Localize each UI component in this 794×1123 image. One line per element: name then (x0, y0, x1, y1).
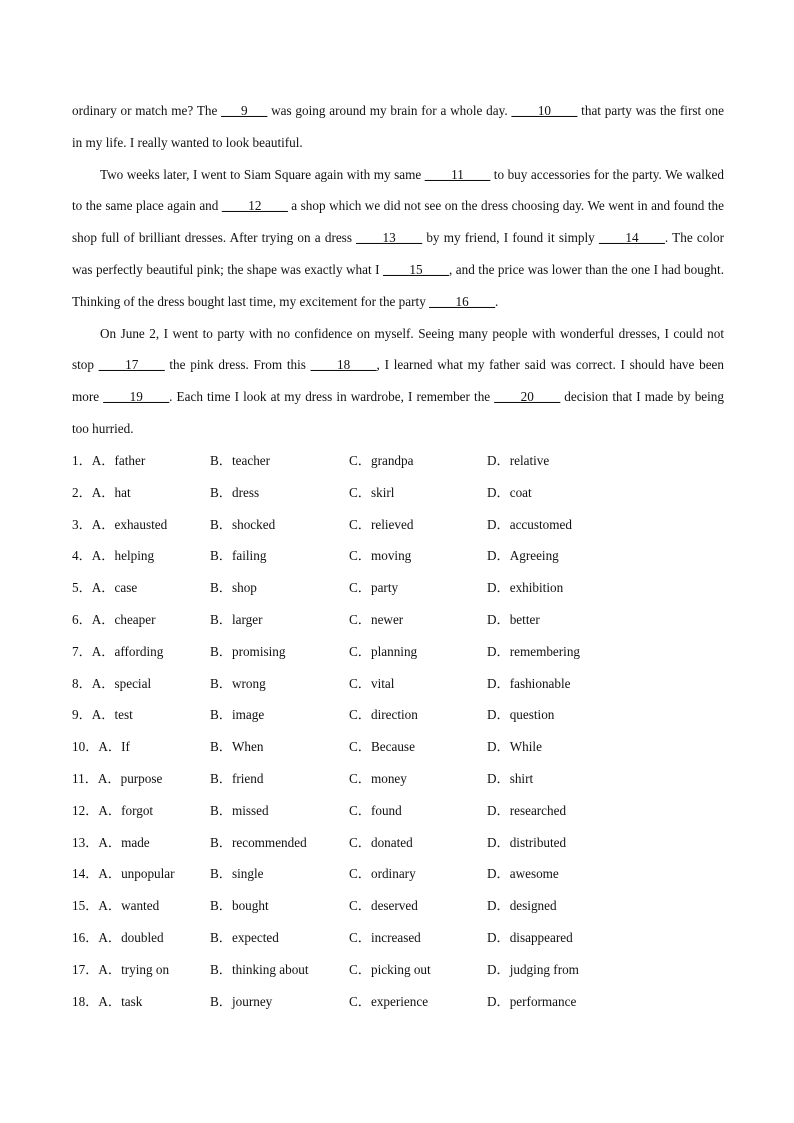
blank-14: ____14____ (598, 230, 665, 246)
option-b[interactable]: B．image (210, 707, 265, 723)
question-row (72, 540, 732, 572)
question-row (72, 477, 732, 509)
passage (72, 95, 724, 445)
option-c[interactable]: C．newer (349, 611, 404, 627)
question-row (72, 509, 732, 541)
option-d[interactable]: D．coat (487, 484, 532, 500)
blank-9: ___9___ (221, 103, 268, 118)
option-b[interactable]: B．single (210, 866, 264, 882)
question-row (72, 699, 732, 731)
question-row (72, 922, 732, 954)
option-d[interactable]: D．awesome (487, 866, 559, 882)
option-d[interactable]: D．accustomed (487, 516, 572, 532)
option-d[interactable]: D．While (487, 739, 542, 755)
option-a[interactable]: 7．A．affording (72, 643, 164, 659)
option-a[interactable]: 12．A．forgot (72, 802, 154, 818)
option-c[interactable]: C．deserved (349, 898, 418, 914)
option-b[interactable]: B．failing (210, 548, 267, 564)
option-a[interactable]: 2．A．hat (72, 484, 131, 500)
option-c[interactable]: C．ordinary (349, 866, 416, 882)
option-b[interactable]: B．missed (210, 802, 269, 818)
option-a[interactable]: 8．A．special (72, 675, 152, 691)
option-c[interactable]: C．party (349, 580, 399, 596)
option-a[interactable]: 9．A．test (72, 707, 133, 723)
paragraph-3: On June 2, I went to party with no confidence on myself. Seeing many people with wonderful dresses, I could not stop ____17____ the pink dress. From this ____18____, I learned what my father said was correct. I should have been more ____19____. Each time I look at my dress in wardrobe, I remember the ____20____ decision that I made by being too hurried. (72, 325, 724, 436)
option-b[interactable]: B．journey (210, 993, 273, 1009)
option-b[interactable]: B．dress (210, 484, 260, 500)
option-c[interactable]: C．picking out (349, 961, 431, 977)
question-row (72, 763, 732, 795)
option-a[interactable]: 6．A．cheaper (72, 611, 156, 627)
question-row (72, 604, 732, 636)
option-d[interactable]: D．designed (487, 898, 557, 914)
option-d[interactable]: D．better (487, 611, 540, 627)
option-a[interactable]: 5．A．case (72, 580, 138, 596)
option-c[interactable]: C．found (349, 802, 402, 818)
option-b[interactable]: B．teacher (210, 453, 271, 468)
blank-11: ____11____ (424, 166, 491, 182)
paragraph-2: Two weeks later, I went to Siam Square again with my same ____11____ to buy accessories for the party. We walked to the same place again and ____12____ a shop which we did not see on the dress choosing day. We went in and found the shop full of brilliant dresses. After trying on a dress ____13____ by my friend, I found it simply ____14____. The color was perfectly beautiful pink; the shape was exactly what I ____15____, and the price was lower than the one I had bought. Thinking of the dress bought last time, my excitement for the party ____16____. (72, 166, 724, 309)
option-a[interactable]: 3．A．exhausted (72, 516, 168, 532)
question-list (72, 445, 732, 1017)
option-a[interactable]: 1．A．father (72, 453, 146, 468)
option-c[interactable]: C．money (349, 770, 407, 786)
option-a[interactable]: 16．A．doubled (72, 929, 164, 945)
option-a[interactable]: 10．A．If (72, 739, 130, 755)
blank-20: ____20____ (494, 389, 561, 405)
blank-12: ____12____ (221, 198, 288, 214)
question-row (72, 731, 732, 763)
option-c[interactable]: C．direction (349, 707, 418, 723)
option-d[interactable]: D．remembering (487, 643, 581, 659)
option-c[interactable]: C．donated (349, 834, 413, 850)
option-c[interactable]: C．skirl (349, 484, 395, 500)
blank-16: ____16____ (429, 293, 496, 309)
blank-17: ____17____ (98, 357, 165, 373)
option-b[interactable]: B．friend (210, 770, 264, 786)
option-d[interactable]: D．Agreeing (487, 548, 559, 564)
question-row (72, 890, 732, 922)
option-d[interactable]: D．performance (487, 993, 577, 1009)
option-b[interactable]: B．expected (210, 929, 279, 945)
option-d[interactable]: D．question (487, 707, 555, 723)
option-c[interactable]: C．vital (349, 675, 395, 691)
question-row (72, 795, 732, 827)
question-row (72, 954, 732, 986)
question-row (72, 668, 732, 700)
option-d[interactable]: D．judging from (487, 961, 579, 977)
option-b[interactable]: B．shocked (210, 516, 276, 532)
question-row (72, 445, 732, 477)
option-b[interactable]: B．When (210, 739, 264, 755)
option-a[interactable]: 4．A．helping (72, 548, 155, 564)
option-c[interactable]: C．grandpa (349, 453, 414, 468)
option-b[interactable]: B．larger (210, 611, 263, 627)
option-a[interactable]: 18．A．task (72, 993, 143, 1009)
option-a[interactable]: 15．A．wanted (72, 898, 160, 914)
option-b[interactable]: B．bought (210, 898, 269, 914)
option-d[interactable]: D．disappeared (487, 929, 573, 945)
option-c[interactable]: C．increased (349, 929, 421, 945)
question-row (72, 636, 732, 668)
option-b[interactable]: B．promising (210, 643, 286, 659)
blank-13: ____13____ (356, 230, 423, 246)
option-d[interactable]: D．relative (487, 453, 550, 468)
option-d[interactable]: D．exhibition (487, 580, 564, 596)
option-b[interactable]: B．thinking about (210, 961, 309, 977)
option-c[interactable]: C．moving (349, 548, 412, 564)
option-c[interactable]: C．relieved (349, 516, 414, 532)
option-b[interactable]: B．wrong (210, 675, 266, 691)
option-a[interactable]: 17．A．trying on (72, 961, 170, 977)
blank-15: ____15____ (383, 261, 449, 277)
option-d[interactable]: D．fashionable (487, 675, 571, 691)
option-b[interactable]: B．recommended (210, 834, 307, 850)
option-c[interactable]: C．Because (349, 739, 415, 755)
option-a[interactable]: 11．A．purpose (72, 770, 163, 786)
option-d[interactable]: D．shirt (487, 770, 534, 786)
question-row (72, 572, 732, 604)
option-d[interactable]: D．distributed (487, 834, 567, 850)
option-b[interactable]: B．shop (210, 580, 257, 596)
option-a[interactable]: 13．A．made (72, 834, 150, 850)
blank-19: ____19____ (103, 389, 170, 405)
question-row (72, 986, 732, 1018)
option-d[interactable]: D．researched (487, 802, 567, 818)
option-a[interactable]: 14．A．unpopular (72, 866, 175, 882)
option-c[interactable]: C．experience (349, 993, 429, 1009)
blank-18: ____18____ (310, 357, 377, 373)
paragraph-1: ordinary or match me? The ___9___ was going around my brain for a whole day. ____10____ that party was the first one in my life. I really wanted to look beautiful. (72, 103, 724, 150)
question-row (72, 827, 732, 859)
question-row (72, 858, 732, 890)
option-c[interactable]: C．planning (349, 643, 418, 659)
blank-10: ____10____ (511, 103, 578, 118)
